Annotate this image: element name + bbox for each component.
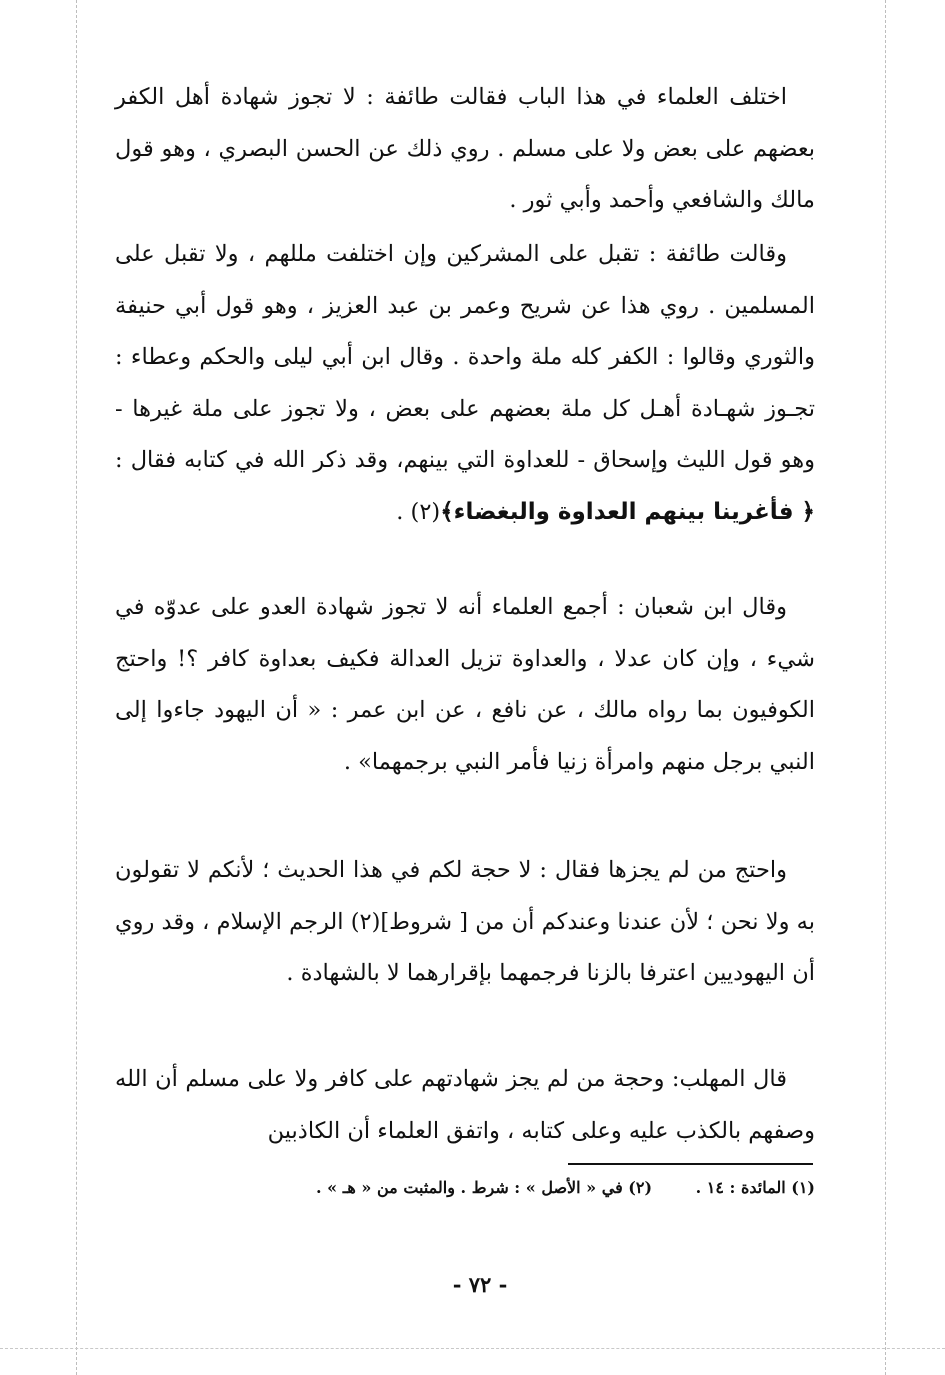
paragraph-4: واحتج من لم يجزها فقال : لا حجة لكم في هذا الحديث ؛ لأنكم لا تقولون به ولا نحن ؛ لأن عندنا وعندكم أن من [ شروط](٢) الرجم الإسلام ، وقد روي أن اليهوديين اعترفا بالزنا فرجمهما بإقرارهما لا بالشهادة . <box>115 857 815 986</box>
paragraph-5: قال المهلب: وحجة من لم يجز شهادتهم على كافر ولا على مسلم أن الله وصفهم بالكذب عليه وعلى كتابه ، واتفق العلماء أن الكاذبين <box>115 1066 815 1144</box>
paragraph-4-block <box>115 845 815 1000</box>
paragraph-2-text: وقالت طائفة : تقبل على المشركين وإن اختلفت مللهم ، ولا تقبل على المسلمين . روي هذا عن شريح وعمر بن عبد العزيز ، وهو قول أبي حنيفة والثوري وقالوا : الكفر كله ملة واحدة . وقال ابن أبي ليلى والحكم وعطاء : تجـوز شهـادة أهـل كل ملة بعضهم على بعض ، ولا تجوز على ملة غيرها - وهو قول الليث وإسحاق - للعداوة التي بينهم، وقد ذكر الله في كتابه فقال : <box>115 241 815 473</box>
scan-fold-line <box>76 0 77 1375</box>
scan-fold-line <box>885 0 886 1375</box>
footnote-1: (١) المائدة : ١٤ . <box>695 1178 815 1197</box>
paragraph-2 <box>115 229 815 538</box>
paragraph-3: وقال ابن شعبان : أجمع العلماء أنه لا تجوز شهادة العدو على عدوّه في شيء ، وإن كان عدلا ، والعداوة تزيل العدالة فكيف بعداوة كافر ؟! واحتج الكوفيون بما رواه مالك ، عن نافع ، عن ابن عمر : « أن اليهود جاءوا إلى النبي برجل منهم وامرأة زنيا فأمر النبي برجمهما» . <box>115 594 815 775</box>
footnotes <box>190 1178 815 1197</box>
footnote-separator <box>568 1163 813 1165</box>
quran-verse-quote: ﴿ فأغرينا بينهم العداوة والبغضاء﴾ <box>440 498 815 525</box>
footnote-marker: (٢) . <box>396 498 441 525</box>
paragraph-3-block <box>115 582 815 788</box>
paragraph-1-block <box>115 72 815 227</box>
scan-fold-line <box>0 1348 945 1349</box>
page-number: - ٧٢ - <box>452 1272 508 1297</box>
footnote-2: (٢) في « الأصل » : شرط . والمثبت من « هـ » . <box>316 1178 653 1197</box>
paragraph-5-block <box>115 1054 815 1157</box>
paragraph-2-block <box>115 229 815 538</box>
paragraph-1: اختلف العلماء في هذا الباب فقالت طائفة : لا تجوز شهادة أهل الكفر بعضهم على بعض ولا على مسلم . روي ذلك عن الحسن البصري ، وهو قول مالك والشافعي وأحمد وأبي ثور . <box>115 84 815 213</box>
